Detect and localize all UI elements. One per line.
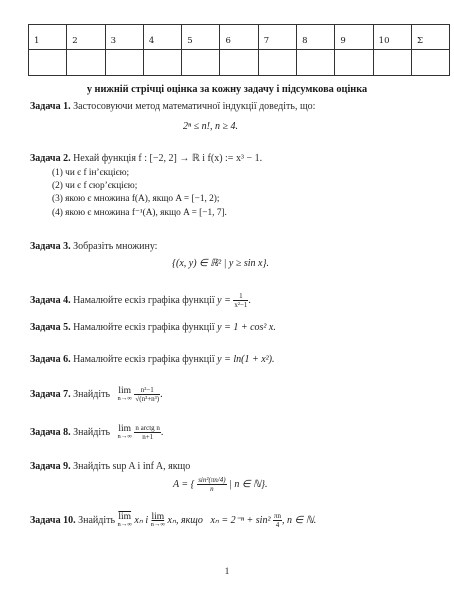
task-2-item: (4) якою є множина f⁻¹(A), якщо A = [−1, 7]. — [52, 208, 227, 218]
grade-caption: у нижній стрічці оцінка за кожну задачу і підсумкова оцінка — [86, 84, 368, 95]
score-cell[interactable] — [258, 50, 296, 76]
limit-subscript: n→∞ — [117, 432, 132, 440]
grade-cell-4: 4 — [143, 25, 181, 50]
task-label: Задача 4. — [30, 294, 71, 306]
task-text: Намалюйте ескіз графіка функції — [73, 354, 215, 365]
fraction-denominator: 4 — [275, 521, 280, 529]
task-label: Задача 2. — [30, 153, 71, 164]
task-formula: y = ln(1 + x²). — [217, 354, 275, 365]
task-label: Задача 9. — [30, 461, 71, 472]
grade-cell-10: 10 — [373, 25, 411, 50]
score-cell[interactable] — [105, 50, 143, 76]
grade-cell-1: 1 — [29, 25, 67, 50]
task-label: Задача 6. — [30, 354, 71, 365]
score-cell[interactable] — [220, 50, 258, 76]
grade-cell-sum: Σ — [411, 25, 449, 50]
task-formula: xₙ = 2⁻ⁿ + sin² — [210, 514, 271, 526]
grade-cell-8: 8 — [297, 25, 335, 50]
fraction-denominator: x²−1 — [234, 301, 248, 309]
formula-suffix: | n ∈ ℕ}. — [229, 478, 268, 490]
fraction-numerator: πn — [273, 512, 281, 520]
grade-cell-2: 2 — [67, 25, 105, 50]
task-formula: y = 1 + cos² x. — [217, 322, 276, 333]
limit — [118, 387, 132, 403]
score-cell[interactable] — [182, 50, 220, 76]
score-cell[interactable] — [373, 50, 411, 76]
limit-subscript: n→∞ — [150, 520, 166, 528]
task-8: Задача 8. Знайдіть lim n→∞ $\frac{\text{n arctg n}}{n+1}$ . — [30, 423, 164, 441]
limit — [118, 425, 132, 441]
score-cell[interactable] — [297, 50, 335, 76]
task-text: Нехай функція f : [−2, 2] → ℝ і f(x) := x³ − 1. — [73, 153, 263, 164]
grade-table — [28, 24, 450, 76]
task-text: Знайдіть — [73, 388, 111, 400]
score-cell[interactable] — [29, 50, 67, 76]
sequence-term: xₙ і — [134, 514, 149, 526]
fraction — [197, 476, 226, 493]
task-text: Знайдіть — [73, 426, 111, 438]
task-9 — [30, 461, 190, 472]
task-1-formula: 2ⁿ ≤ n!, n ≥ 4. — [183, 121, 238, 132]
task-4: Задача 4. Намалюйте ескіз графіка функції y = $\frac{1}{\text{x²−1}}$ . — [30, 292, 251, 309]
task-5 — [30, 322, 276, 333]
grade-table-header-row — [29, 25, 450, 50]
page-number: 1 — [224, 566, 230, 576]
fraction-numerator: sin²(πn/4) — [198, 476, 226, 484]
task-9-formula — [173, 476, 268, 493]
formula-prefix: A = { — [173, 478, 195, 490]
formula-prefix: y = — [217, 294, 231, 306]
formula-suffix: , n ∈ ℕ. — [282, 514, 317, 526]
task-label: Задача 1. — [30, 101, 71, 112]
task-text: Намалюйте ескіз графіка функції — [73, 294, 215, 306]
task-text: Намалюйте ескіз графіка функції — [73, 322, 215, 333]
task-6 — [30, 354, 274, 365]
score-cell[interactable] — [335, 50, 373, 76]
task-label: Задача 5. — [30, 322, 71, 333]
grade-cell-5: 5 — [182, 25, 220, 50]
limit-word: lim — [151, 511, 165, 522]
liminf — [151, 513, 165, 529]
task-2-item: (1) чи є f ін’єкцією; — [52, 168, 130, 178]
fraction-numerator: n²−1 — [134, 386, 160, 395]
task-7: Задача 7. Знайдіть lim n→∞ $\frac{\text{n²−1}}{\text{√(n³+n³)}}$ . — [30, 385, 163, 403]
limit-subscript: n→∞ — [117, 394, 132, 402]
task-label: Задача 8. — [30, 426, 71, 438]
fraction-denominator: n+1 — [142, 433, 154, 441]
fraction — [134, 386, 160, 403]
task-2-item: (3) якою є множина f(A), якщо A = [−1, 2); — [52, 194, 220, 204]
limit-subscript: n→∞ — [117, 520, 132, 528]
score-cell[interactable] — [143, 50, 181, 76]
task-label: Задача 7. — [30, 388, 71, 400]
task-text: Зобразіть множину: — [73, 241, 158, 252]
task-text: Застосовуючи метод математичної індукції доведіть, що: — [73, 101, 316, 112]
limsup — [118, 513, 132, 529]
fraction-numerator: n arctg n — [135, 424, 160, 432]
fraction-denominator: √(n³+n³) — [135, 395, 160, 403]
task-3 — [30, 241, 157, 252]
task-label: Задача 3. — [30, 241, 71, 252]
task-2-item: (2) чи є f сюр’єкцією; — [52, 181, 138, 191]
grade-cell-3: 3 — [105, 25, 143, 50]
limit-word: lim — [118, 385, 132, 396]
grade-cell-9: 9 — [335, 25, 373, 50]
grade-table-score-row — [29, 50, 450, 76]
score-cell[interactable] — [67, 50, 105, 76]
grade-cell-7: 7 — [258, 25, 296, 50]
limit-word: lim — [118, 423, 132, 434]
task-label: Задача 10. — [30, 514, 76, 526]
task-2 — [30, 153, 262, 164]
task-1 — [30, 101, 315, 112]
task-text: Знайдіть sup A і inf A, якщо — [73, 461, 191, 472]
sequence-term: xₙ, якщо — [167, 514, 203, 526]
task-10 — [30, 512, 316, 529]
fraction — [134, 424, 161, 441]
task-3-formula: {(x, y) ∈ ℝ² | y ≥ sin x}. — [172, 258, 269, 269]
fraction-numerator: 1 — [233, 292, 248, 301]
task-text: Знайдіть — [78, 514, 116, 526]
score-cell-total[interactable] — [411, 50, 449, 76]
fraction — [273, 512, 282, 529]
fraction-denominator: n — [210, 485, 214, 493]
limit-word: $\overline{lim}$ — [118, 511, 132, 522]
grade-cell-6: 6 — [220, 25, 258, 50]
fraction — [233, 292, 248, 309]
